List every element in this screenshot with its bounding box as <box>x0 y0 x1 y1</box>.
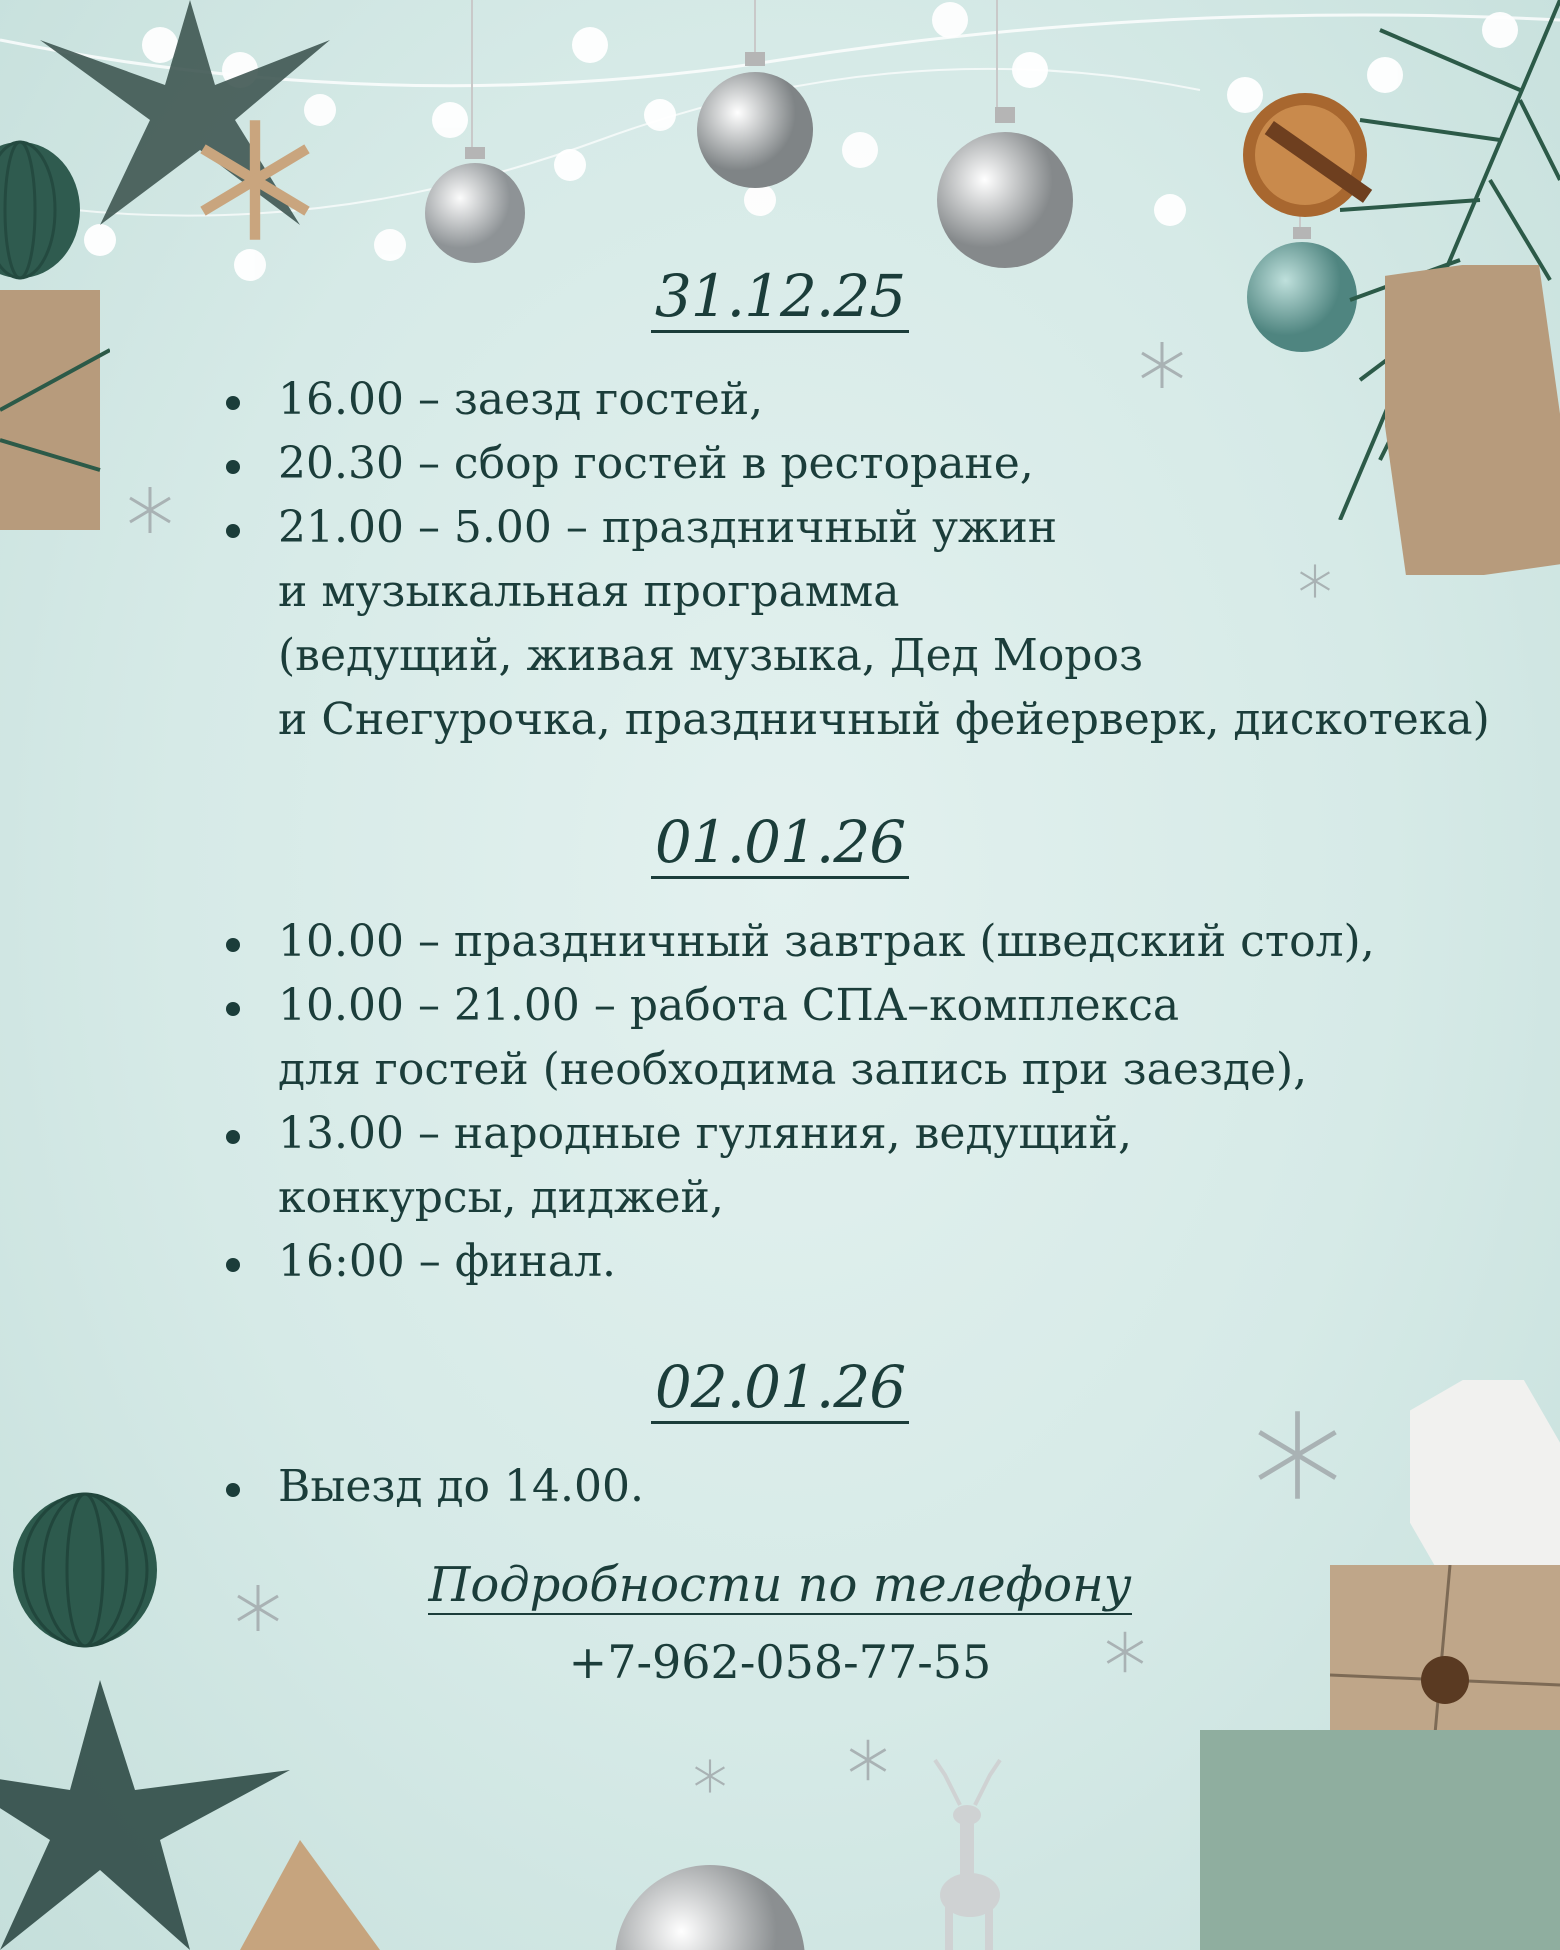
schedule-line: 10.00 – 21.00 – работа СПА–комплекса <box>278 980 1180 1031</box>
schedule-line: для гостей (необходима запись при заезде), <box>278 1044 1308 1095</box>
schedule-line: 20.30 – сбор гостей в ресторане, <box>278 438 1034 489</box>
list-item <box>218 1230 1375 1294</box>
phone-number[interactable]: +7-962-058-77-55 <box>568 1635 992 1689</box>
schedule-line: Выезд до 14.00. <box>278 1461 644 1512</box>
list-item <box>218 368 1490 432</box>
list-item <box>218 1102 1375 1230</box>
date-heading: 01.01.26 <box>0 808 1560 876</box>
date-heading: 02.01.26 <box>0 1353 1560 1421</box>
list-item <box>218 910 1375 974</box>
schedule-line: и музыкальная программа <box>278 566 900 617</box>
list-item <box>218 1455 644 1519</box>
schedule-line: и Снегурочка, праздничный фейерверк, дискотека) <box>278 694 1490 745</box>
schedule-list <box>218 1455 644 1519</box>
schedule-line: 21.00 – 5.00 – праздничный ужин <box>278 502 1058 553</box>
schedule-line: 13.00 – народные гуляния, ведущий, <box>278 1108 1132 1159</box>
schedule-line: конкурсы, диджей, <box>278 1172 724 1223</box>
details-label: Подробности по телефону <box>428 1557 1132 1613</box>
schedule-line: 10.00 – праздничный завтрак (шведский стол), <box>278 916 1375 967</box>
list-item <box>218 496 1490 752</box>
date-heading: 31.12.25 <box>0 262 1560 330</box>
list-item <box>218 974 1375 1102</box>
schedule-line: 16.00 – заезд гостей, <box>278 374 764 425</box>
schedule-list <box>218 368 1490 752</box>
list-item <box>218 432 1490 496</box>
schedule-list <box>218 910 1375 1294</box>
schedule-line: (ведущий, живая музыка, Дед Мороз <box>278 630 1143 681</box>
schedule-line: 16:00 – финал. <box>278 1236 617 1287</box>
